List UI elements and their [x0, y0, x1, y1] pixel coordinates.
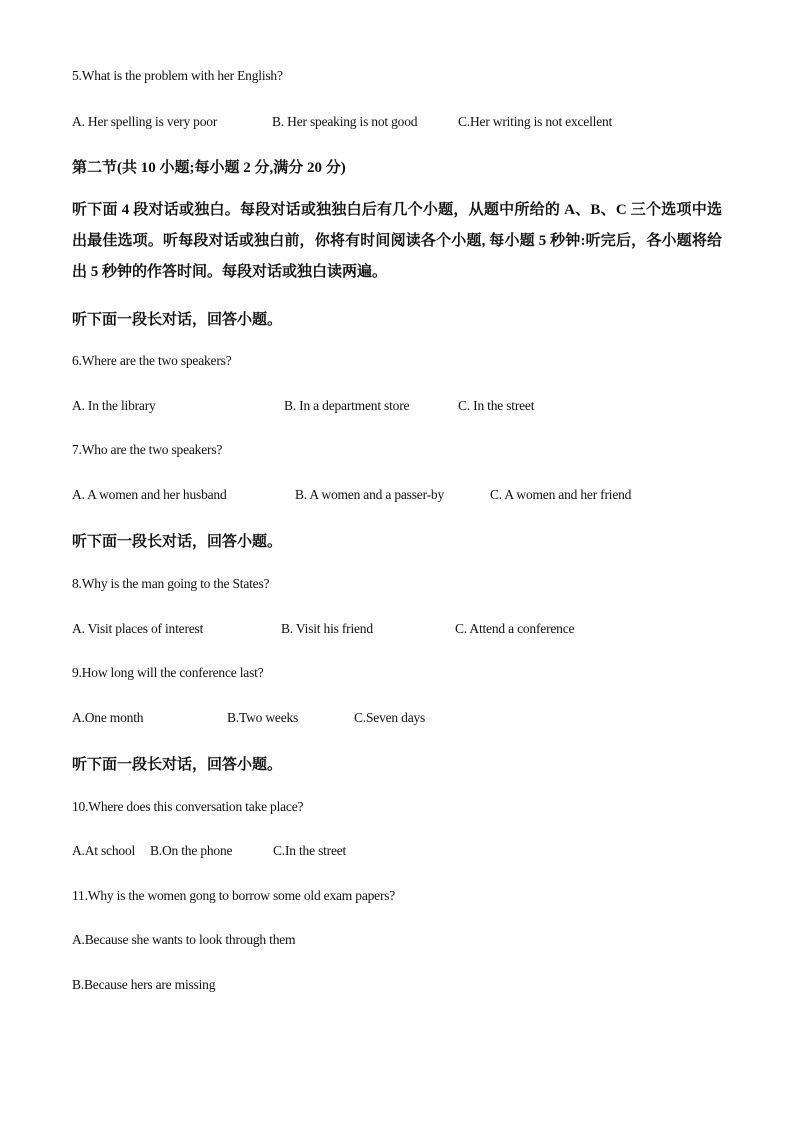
question-7-option-c: C. A women and her friend [490, 487, 632, 502]
question-6-option-b: B. In a department store [284, 398, 410, 413]
question-11-option-b: B.Because hers are missing [72, 977, 216, 992]
question-6-option-a: A. In the library [72, 398, 156, 413]
question-6: 6.Where are the two speakers? [72, 353, 232, 368]
question-8-option-c: C. Attend a conference [455, 621, 575, 636]
question-10-option-a: A.At school [72, 843, 136, 858]
dialog-heading-2: 听下面一段长对话，回答小题。 [72, 534, 283, 550]
question-7-option-b: B. A women and a passer-by [295, 487, 445, 502]
question-5-option-b: B. Her speaking is not good [272, 114, 418, 129]
section-2-title: 第二节(共 10 小题;每小题 2 分,满分 20 分) [72, 160, 346, 176]
question-7-option-a: A. A women and her husband [72, 487, 227, 502]
dialog-heading-1: 听下面一段长对话，回答小题。 [72, 312, 283, 328]
question-9-option-b: B.Two weeks [227, 710, 299, 725]
question-5: 5.What is the problem with her English? [72, 68, 283, 83]
question-5-option-a: A. Her spelling is very poor [72, 114, 218, 129]
question-8: 8.Why is the man going to the States? [72, 576, 270, 591]
question-8-option-a: A. Visit places of interest [72, 621, 204, 636]
question-11: 11.Why is the women gong to borrow some old exam papers? [72, 888, 396, 903]
question-9-option-c: C.Seven days [354, 710, 426, 725]
question-9-option-a: A.One month [72, 710, 144, 725]
question-10-option-c: C.In the street [273, 843, 347, 858]
question-10-option-b: B.On the phone [150, 843, 233, 858]
question-7: 7.Who are the two speakers? [72, 442, 223, 457]
question-11-option-a: A.Because she wants to look through them [72, 932, 296, 947]
dialog-heading-3: 听下面一段长对话，回答小题。 [72, 757, 283, 773]
question-9: 9.How long will the conference last? [72, 665, 264, 680]
section-2-instructions: 听下面 4 段对话或独白。每段对话或独独白后有几个小题，从题中所给的 A、B、C 三个选项中选出最佳选项。听每段对话或独白前，你将有时间阅读各个小题, 每小题 5 秒钟:听完后，各小题将给出 5 秒钟的作答时间。每段对话或独白读两遍。 [72, 202, 722, 280]
question-10: 10.Where does this conversation take place? [72, 799, 304, 814]
question-5-option-c: C.Her writing is not excellent [458, 114, 613, 129]
question-6-option-c: C. In the street [458, 398, 535, 413]
question-8-option-b: B. Visit his friend [281, 621, 373, 636]
